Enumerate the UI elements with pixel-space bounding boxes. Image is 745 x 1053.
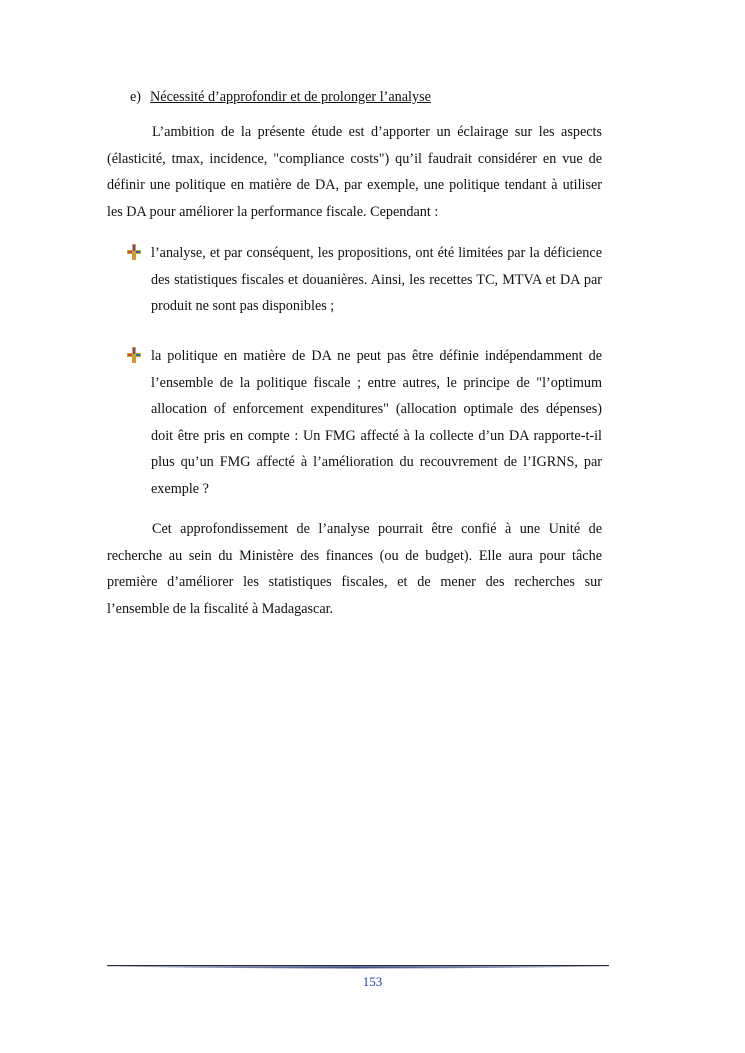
intro-paragraph: [107, 119, 602, 225]
decorative-bullet-icon: [127, 244, 141, 260]
section-heading: [130, 89, 431, 106]
section-marker: e): [130, 89, 142, 105]
section-title: Nécessité d’approfondir et de prolonger l’analyse: [150, 89, 431, 105]
conclusion-paragraph: [107, 516, 602, 622]
footer-divider: [107, 963, 609, 971]
page-number: 153: [362, 974, 383, 989]
conclusion-paragraph-text: Cet approfondissement de l’analyse pourrait être confié à une Unité de recherche au sein du Ministère des finances (ou de budget). Elle aura pour tâche première d’améliorer les statistiques fiscales, et de mener des recherches sur l’ensemble de la fiscalité à Madagascar.: [107, 521, 602, 617]
bullet-text: l’analyse, et par conséquent, les propositions, ont été limitées par la déficience des statistiques fiscales et douanières. Ainsi, les recettes TC, MTVA et DA par produit ne sont pas disponibles ;: [151, 245, 602, 314]
decorative-bullet-icon: [127, 347, 141, 363]
intro-paragraph-text: L’ambition de la présente étude est d’apporter un éclairage sur les aspects (élasticité, tmax, incidence, "compliance costs") qu’il faudrait considérer en vue de définir une politique en matière de DA, par exemple, une politique tendant à utiliser les DA pour améliorer la performance fiscale. Cependant :: [107, 124, 602, 220]
bullet-text: la politique en matière de DA ne peut pas être définie indépendamment de l’ensemble de la politique fiscale ; entre autres, le principe de "l’optimum allocation of enforcement expenditures" (allocation optimale des dépenses) doit être pris en compte : Un FMG affecté à la collecte d’un DA rapporte-t-il plus qu’un FMG affecté à l’amélioration du recouvrement de l’IGRNS, par exemple ?: [151, 348, 602, 497]
